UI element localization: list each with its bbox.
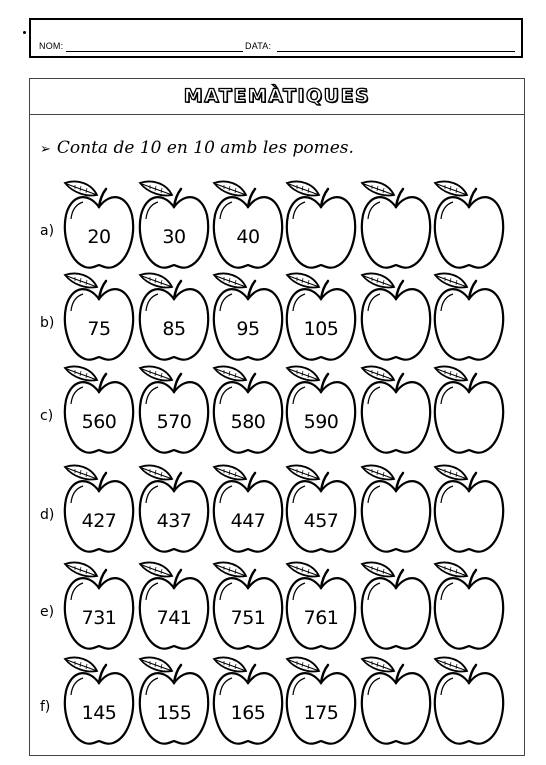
- apple-number: 751: [230, 607, 266, 629]
- apple-cell[interactable]: [360, 271, 432, 363]
- apple-cell[interactable]: [433, 179, 505, 271]
- apple-cell: [63, 655, 135, 747]
- apple-cell: [63, 560, 135, 652]
- apple-cell[interactable]: [433, 364, 505, 456]
- apple-cell: [212, 179, 284, 271]
- apple-cell: [285, 463, 357, 555]
- apple-number: 560: [81, 411, 117, 433]
- apple-number: 175: [303, 702, 339, 724]
- apple-number: 570: [156, 411, 192, 433]
- row-label: f): [40, 699, 51, 715]
- apple-number: 155: [156, 702, 192, 724]
- apple-number: 731: [81, 607, 117, 629]
- apple-cell[interactable]: [360, 179, 432, 271]
- row-label: c): [40, 408, 54, 424]
- date-label: DATA:: [245, 41, 272, 51]
- apple-cell: [285, 560, 357, 652]
- apple-cell[interactable]: [433, 271, 505, 363]
- apple-cell: [285, 271, 357, 363]
- apple-cell: [138, 179, 210, 271]
- apple-cell: [285, 655, 357, 747]
- apple-cell: [212, 271, 284, 363]
- apple-number: 580: [230, 411, 266, 433]
- apple-number: 427: [81, 510, 117, 532]
- student-header: [29, 18, 523, 58]
- apple-cell: [63, 271, 135, 363]
- date-field[interactable]: [277, 51, 515, 52]
- apple-cell: [212, 655, 284, 747]
- name-field[interactable]: [66, 51, 243, 52]
- apple-cell: [212, 560, 284, 652]
- row-label: b): [40, 315, 55, 331]
- apple-cell: [138, 463, 210, 555]
- worksheet: [29, 78, 525, 756]
- apple-number: 85: [162, 318, 186, 340]
- row-label: a): [40, 223, 55, 239]
- apple-cell[interactable]: [433, 655, 505, 747]
- name-label: NOM:: [39, 41, 64, 51]
- apple-cell: [63, 179, 135, 271]
- apple-number: 447: [230, 510, 266, 532]
- apple-number: 105: [303, 318, 339, 340]
- instruction-text: Conta de 10 en 10 amb les pomes.: [56, 138, 354, 158]
- apple-cell: [63, 364, 135, 456]
- apple-number: 437: [156, 510, 192, 532]
- title-bar: [30, 79, 524, 115]
- apple-number: 40: [236, 226, 260, 248]
- row-label: d): [40, 507, 55, 523]
- apple-number: 20: [87, 226, 111, 248]
- apple-number: 30: [162, 226, 186, 248]
- apple-number: 590: [303, 411, 339, 433]
- apple-cell: [212, 364, 284, 456]
- arrow-bullet-icon: ➢: [40, 142, 51, 157]
- apple-cell[interactable]: [360, 655, 432, 747]
- apple-cell: [138, 560, 210, 652]
- apple-number: 165: [230, 702, 266, 724]
- apple-cell[interactable]: [360, 463, 432, 555]
- row-label: e): [40, 604, 55, 620]
- apple-cell: [212, 463, 284, 555]
- apple-cell[interactable]: [433, 463, 505, 555]
- apple-number: 95: [236, 318, 260, 340]
- apple-cell[interactable]: [285, 179, 357, 271]
- instruction: [40, 138, 354, 158]
- apple-cell: [138, 364, 210, 456]
- apple-cell: [138, 655, 210, 747]
- apple-cell: [138, 271, 210, 363]
- apple-cell: [63, 463, 135, 555]
- apple-cell[interactable]: [360, 364, 432, 456]
- apple-number: 761: [303, 607, 339, 629]
- page-title: MATEMÀTIQUES: [183, 85, 371, 107]
- apple-cell[interactable]: [433, 560, 505, 652]
- corner-dot: [23, 31, 26, 34]
- apple-cell[interactable]: [360, 560, 432, 652]
- apple-number: 75: [87, 318, 111, 340]
- apple-number: 457: [303, 510, 339, 532]
- apple-number: 145: [81, 702, 117, 724]
- apple-number: 741: [156, 607, 192, 629]
- apple-cell: [285, 364, 357, 456]
